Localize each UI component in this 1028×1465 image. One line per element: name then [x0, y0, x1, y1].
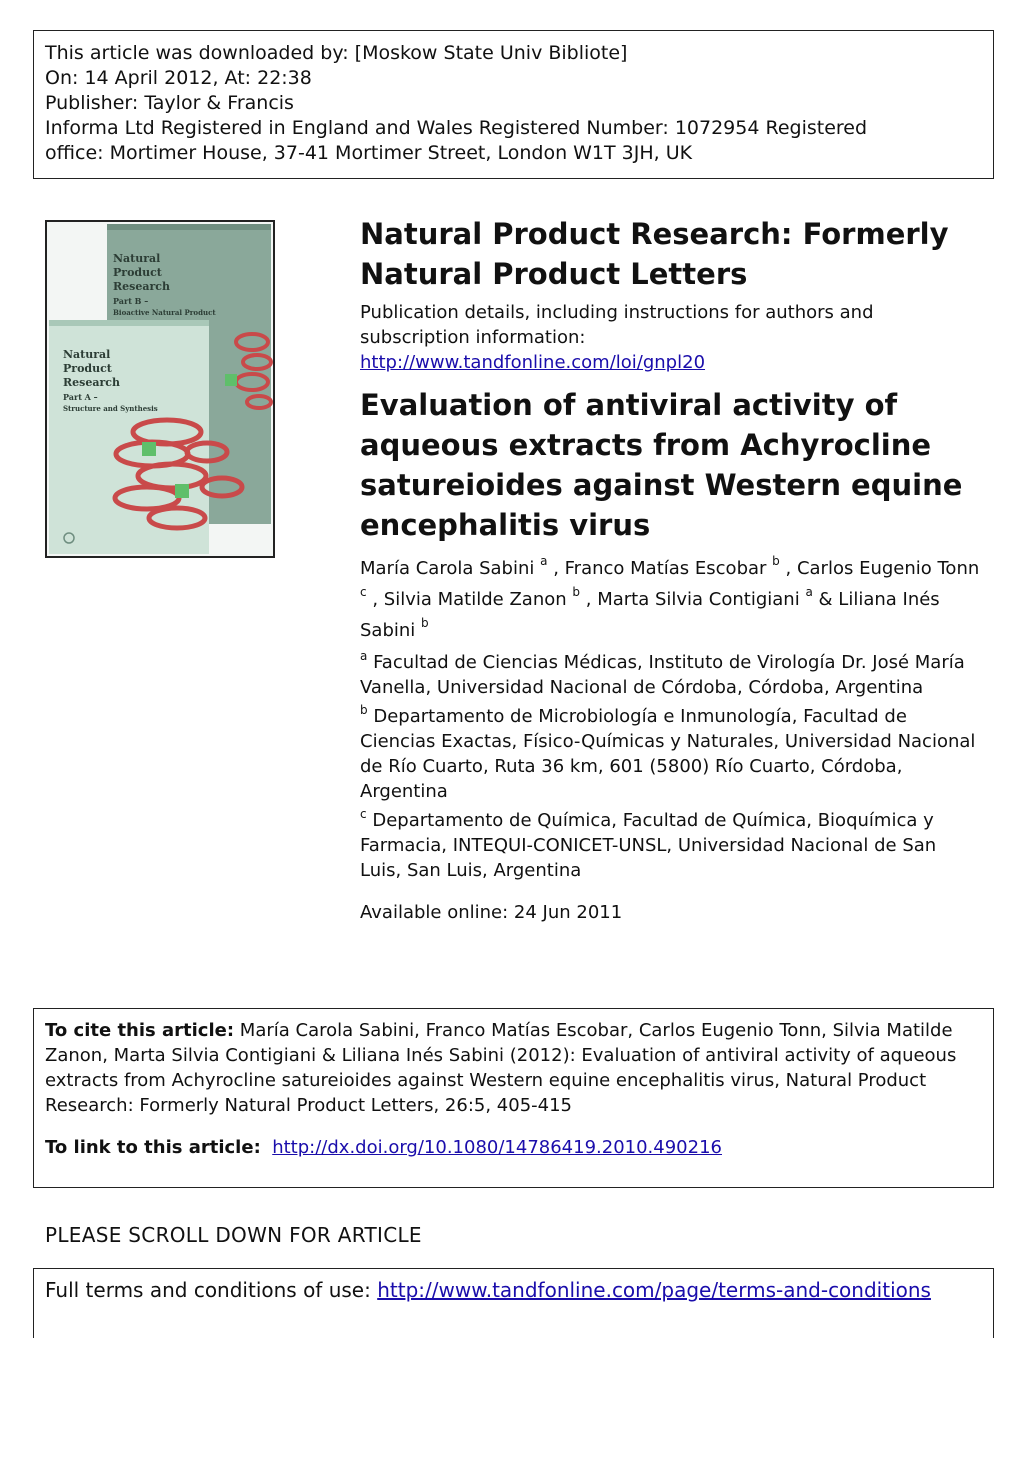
link-label: To link to this article: [45, 1137, 261, 1158]
author-affiliation-marker: c [360, 585, 367, 599]
scroll-down-note: PLEASE SCROLL DOWN FOR ARTICLE [45, 1223, 422, 1247]
author-list [360, 553, 980, 646]
cover-illustration [47, 222, 273, 556]
author-separator: , [580, 589, 598, 610]
author-name: Liliana Inés Sabini [360, 589, 940, 641]
author-affiliation-marker: b [572, 585, 581, 599]
citation [45, 1018, 982, 1118]
terms-link[interactable]: http://www.tandfonline.com/page/terms-and-conditions [377, 1278, 931, 1302]
svg-text:Natural: Natural [113, 252, 161, 265]
svg-text:Part B –: Part B – [113, 296, 149, 306]
affiliation-marker: a [360, 649, 368, 663]
citation-box [33, 1008, 994, 1188]
terms-line [45, 1278, 982, 1303]
svg-text:Product: Product [113, 266, 162, 279]
download-line-1: This article was downloaded by: [Moskow State Univ Bibliote] [45, 42, 628, 64]
cite-text: María Carola Sabini, Franco Matías Escobar, Carlos Eugenio Tonn, Silvia Matilde Zanon, Marta Silvia Contigiani & Liliana Inés Sabini (2012): Evaluation of antiviral activity of aqueous extracts from Achyrocline satureioides against Western equine encephalitis virus, Natural Product Research: Formerly Natural Product Letters, 26:5, 405-415 [45, 1020, 957, 1116]
affiliation-text: Facultad de Ciencias Médicas, Instituto de Virología Dr. José María Vanella, Universidad Nacional de Córdoba, Córdoba, Argentina [360, 652, 965, 698]
author-affiliation-marker: a [540, 554, 548, 568]
affiliation-marker: b [360, 703, 368, 717]
svg-text:Part A –: Part A – [63, 392, 98, 402]
article-link-line [45, 1135, 982, 1160]
author-separator: , [366, 589, 384, 610]
publication-details [360, 300, 980, 375]
author-name: Carlos Eugenio Tonn [796, 558, 980, 579]
download-line-2: On: 14 April 2012, At: 22:38 [45, 67, 312, 89]
affiliation-marker: c [360, 807, 367, 821]
affiliation [360, 704, 980, 804]
available-online: Available online: 24 Jun 2011 [360, 902, 623, 923]
svg-text:Product: Product [63, 362, 112, 375]
author-affiliation-marker: b [772, 554, 780, 568]
doi-link[interactable]: http://dx.doi.org/10.1080/14786419.2010.490216 [272, 1137, 722, 1158]
terms-box [33, 1268, 994, 1338]
author-name: María Carola Sabini [360, 558, 535, 579]
affiliation-text: Departamento de Microbiología e Inmunología, Facultad de Ciencias Exactas, Físico-Químicas y Naturales, Universidad Nacional de Río Cuarto, Ruta 36 km, 601 (5800) Río Cuarto, Córdoba, Argentina [360, 706, 976, 802]
svg-text:Structure and Synthesis: Structure and Synthesis [63, 404, 158, 413]
article-title: Evaluation of antiviral activity of aqueous extracts from Achyrocline satureioides against Western equine encephalitis virus [360, 388, 963, 542]
svg-text:Research: Research [63, 376, 120, 389]
journal-url-link[interactable]: http://www.tandfonline.com/loi/gnpl20 [360, 352, 706, 373]
affiliation-text: Departamento de Química, Facultad de Química, Bioquímica y Farmacia, INTEQUI-CONICET-UNSL, Universidad Nacional de San Luis, San Luis, Argentina [360, 810, 937, 881]
journal-title: Natural Product Research: Formerly Natural Product Letters [360, 217, 949, 291]
author-separator: & [812, 589, 839, 610]
terms-label: Full terms and conditions of use: [45, 1278, 371, 1302]
download-line-5: office: Mortimer House, 37-41 Mortimer Street, London W1T 3JH, UK [45, 142, 693, 164]
author-separator: , [547, 558, 565, 579]
article-metadata [360, 214, 980, 925]
author-affiliation-marker: a [805, 585, 813, 599]
author-separator: , [779, 558, 797, 579]
author-affiliation-marker: b [421, 616, 429, 630]
svg-text:Natural: Natural [63, 348, 111, 361]
author-name: Silvia Matilde Zanon [383, 589, 567, 610]
author-name: Marta Silvia Contigiani [597, 589, 800, 610]
download-line-4: Informa Ltd Registered in England and Wales Registered Number: 1072954 Registered [45, 117, 868, 139]
affiliation [360, 808, 980, 883]
svg-text:Bioactive Natural Product: Bioactive Natural Product [113, 308, 216, 317]
cite-label: To cite this article: [45, 1020, 235, 1041]
author-name: Franco Matías Escobar [564, 558, 767, 579]
affiliation [360, 650, 980, 700]
download-notice-box [33, 30, 994, 179]
svg-text:Research: Research [113, 280, 170, 293]
publication-details-text: Publication details, including instructions for authors and subscription information: [360, 302, 874, 348]
affiliation-list [360, 650, 980, 883]
download-line-3: Publisher: Taylor & Francis [45, 92, 294, 114]
journal-cover-image [45, 220, 275, 558]
